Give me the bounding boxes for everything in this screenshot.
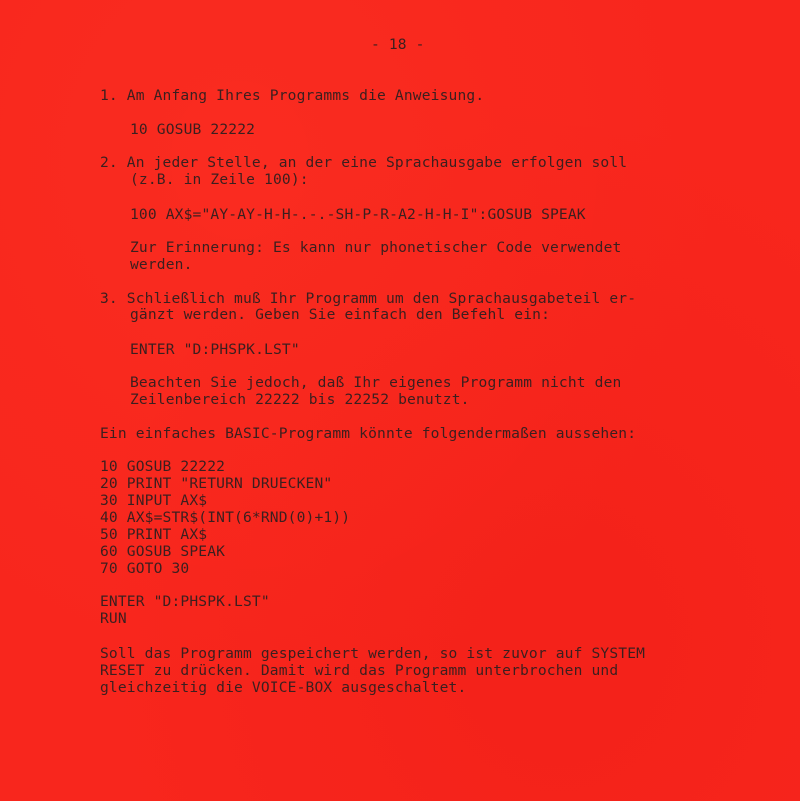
step3-text-line2: gänzt werden. Geben Sie einfach den Befehl ein: [130, 306, 551, 323]
program-line: 20 PRINT "RETURN DRUECKEN" [100, 475, 333, 492]
closing-line: Soll das Programm gespeichert werden, so ist zuvor auf SYSTEM [100, 645, 646, 662]
example-intro: Ein einfaches BASIC-Programm könnte folgendermaßen aussehen: [100, 425, 637, 442]
step2-text-line1: 2. An jeder Stelle, an der eine Sprachausgabe erfolgen soll [100, 154, 628, 171]
program-line: 50 PRINT AX$ [100, 526, 208, 543]
step2-note-line1: Zur Erinnerung: Es kann nur phonetischer Code verwendet [130, 239, 622, 256]
step2-text-line2: (z.B. in Zeile 100): [130, 171, 309, 188]
step3-code: ENTER "D:PHSPK.LST" [130, 341, 300, 358]
closing-line: gleichzeitig die VOICE-BOX ausgeschaltet. [100, 679, 467, 696]
step3-note-line2: Zeilenbereich 22222 bis 22252 benutzt. [130, 391, 470, 408]
program-line: 40 AX$=STR$(INT(6*RND(0)+1)) [100, 509, 351, 526]
step3-text-line1: 3. Schließlich muß Ihr Programm um den Sprachausgabeteil er- [100, 290, 637, 307]
program-line: 70 GOTO 30 [100, 560, 190, 577]
program-line: 60 GOSUB SPEAK [100, 543, 226, 560]
run-line: RUN [100, 610, 127, 627]
step2-code: 100 AX$="AY-AY-H-H-.-.-SH-P-R-A2-H-H-I":GOSUB SPEAK [130, 206, 586, 223]
step1-text: 1. Am Anfang Ihres Programms die Anweisung. [100, 87, 485, 104]
step3-note-line1: Beachten Sie jedoch, daß Ihr eigenes Programm nicht den [130, 374, 622, 391]
step1-code: 10 GOSUB 22222 [130, 121, 256, 138]
program-line: 10 GOSUB 22222 [100, 458, 226, 475]
step2-note-line2: werden. [130, 256, 193, 273]
run-line: ENTER "D:PHSPK.LST" [100, 593, 270, 610]
closing-line: RESET zu drücken. Damit wird das Programm unterbrochen und [100, 662, 619, 679]
program-line: 30 INPUT AX$ [100, 492, 208, 509]
page-number: - 18 - [371, 36, 425, 53]
